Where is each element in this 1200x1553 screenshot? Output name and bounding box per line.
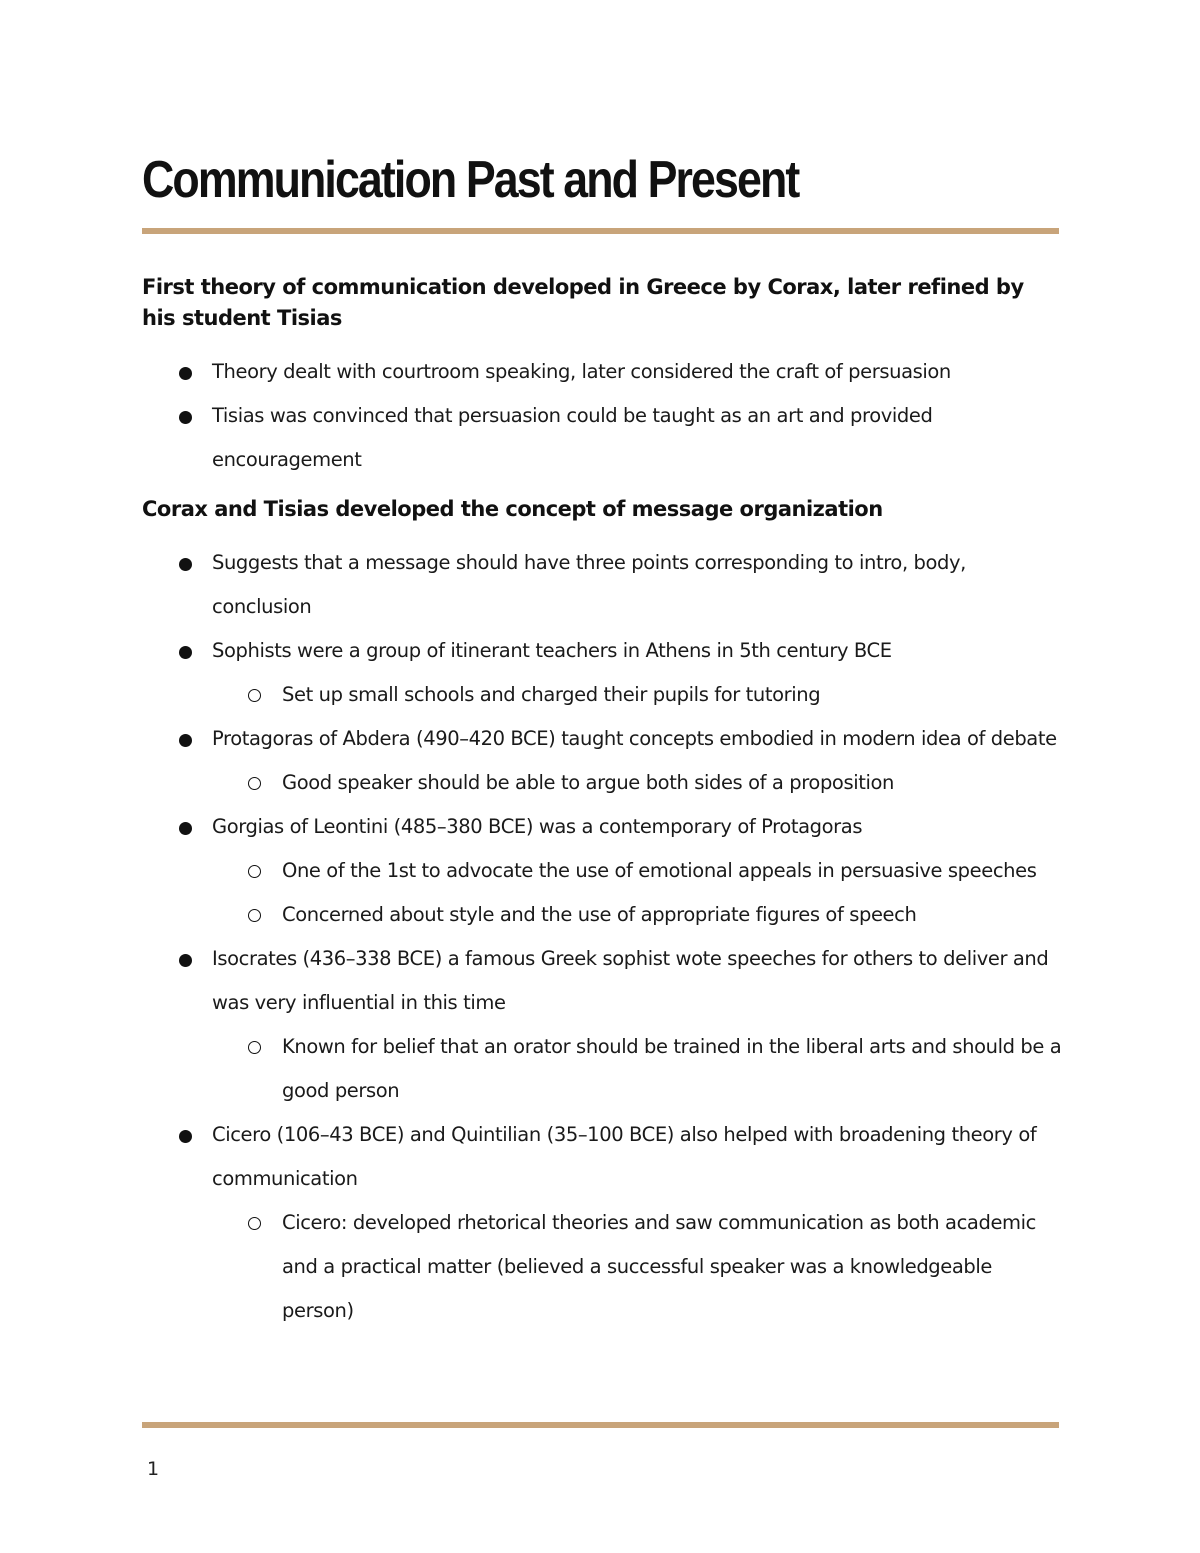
list-item: Sophists were a group of itinerant teachers in Athens in 5th century BCE: [142, 629, 1062, 673]
filled-bullet-icon: [179, 411, 192, 424]
filled-bullet-icon: [179, 646, 192, 659]
hollow-bullet-icon: [248, 689, 261, 702]
filled-bullet-icon: [179, 1130, 192, 1143]
section-heading-message-organization: Corax and Tisias developed the concept of message organization: [142, 497, 883, 521]
list-item: Tisias was convinced that persuasion could be taught as an art and provided encouragement: [142, 394, 1062, 482]
page-title: Communication Past and Present: [142, 151, 799, 209]
bullet-list-corax: [142, 350, 1062, 482]
hollow-bullet-icon: [248, 909, 261, 922]
sub-list-item: Good speaker should be able to argue both sides of a proposition: [142, 761, 1062, 805]
sub-list-item: One of the 1st to advocate the use of emotional appeals in persuasive speeches: [142, 849, 1062, 893]
hollow-bullet-icon: [248, 1217, 261, 1230]
top-divider: [142, 228, 1059, 234]
list-item: Gorgias of Leontini (485–380 BCE) was a contemporary of Protagoras: [142, 805, 1062, 849]
hollow-bullet-icon: [248, 865, 261, 878]
sub-list-item: Set up small schools and charged their pupils for tutoring: [142, 673, 1062, 717]
sub-list-item: Concerned about style and the use of appropriate figures of speech: [142, 893, 1062, 937]
list-item: Cicero (106–43 BCE) and Quintilian (35–100 BCE) also helped with broadening theory of communication: [142, 1113, 1062, 1201]
filled-bullet-icon: [179, 954, 192, 967]
page-number: 1: [147, 1458, 160, 1480]
sub-list-item: Known for belief that an orator should be trained in the liberal arts and should be a good person: [142, 1025, 1062, 1113]
sub-list-item: Cicero: developed rhetorical theories and saw communication as both academic and a practical matter (believed a successful speaker was a knowledgeable person): [142, 1201, 1062, 1333]
filled-bullet-icon: [179, 734, 192, 747]
hollow-bullet-icon: [248, 777, 261, 790]
filled-bullet-icon: [179, 822, 192, 835]
hollow-bullet-icon: [248, 1041, 261, 1054]
document-body: [142, 272, 1062, 1333]
section-heading-corax: First theory of communication developed in Greece by Corax, later refined by his student Tisias: [142, 275, 1024, 330]
filled-bullet-icon: [179, 367, 192, 380]
list-item: Theory dealt with courtroom speaking, later considered the craft of persuasion: [142, 350, 1062, 394]
bullet-list-message-organization: [142, 541, 1062, 1333]
list-item: Suggests that a message should have three points corresponding to intro, body, conclusion: [142, 541, 1062, 629]
list-item: Protagoras of Abdera (490–420 BCE) taught concepts embodied in modern idea of debate: [142, 717, 1062, 761]
bottom-divider: [142, 1422, 1059, 1428]
filled-bullet-icon: [179, 558, 192, 571]
list-item: Isocrates (436–338 BCE) a famous Greek sophist wote speeches for others to deliver and was very influential in this time: [142, 937, 1062, 1025]
